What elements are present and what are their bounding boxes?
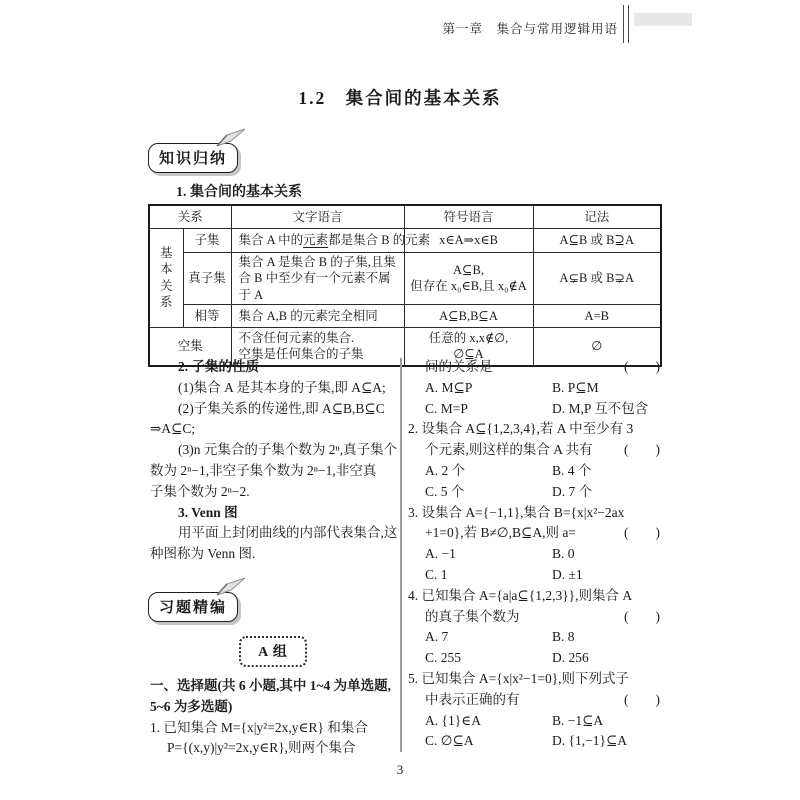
subsection3-heading: 3. Venn 图	[178, 504, 238, 520]
underlined-term: 元素	[303, 232, 329, 247]
col-header-text: 文字语言	[231, 205, 404, 228]
section1-heading: 1. 集合间的基本关系	[176, 185, 302, 200]
question3-options-ab: A. −1 B. 0	[425, 546, 575, 562]
equal-notation: A=B	[533, 305, 661, 328]
question2-cont: 个元素,则这样的集合 A 共有 ( )	[408, 440, 660, 461]
question5-line: 5. 已知集合 A={x|x²−1=0},则下列式子	[408, 670, 630, 686]
pen-icon	[215, 128, 249, 148]
subsection2-heading: 2. 子集的性质	[178, 359, 259, 374]
question3-options-cd: C. 1 D. ±1	[425, 566, 583, 582]
page-title: 1.2 集合间的基本关系	[298, 88, 502, 108]
knowledge-line: (3)n 元集合的子集个数为 2ⁿ,真子集个	[178, 442, 398, 458]
col-header-notation: 记法	[533, 205, 661, 228]
question4-options-ab: A. 7 B. 8	[425, 629, 575, 645]
table-row-equal	[149, 305, 661, 328]
question4-cont: 的真子集个数为 ( )	[408, 607, 660, 628]
relations-table	[148, 204, 662, 367]
knowledge-line: (2)子集关系的传递性,即 A⊆B,B⊆C	[178, 400, 385, 416]
question2-options-ab: A. 2 个 B. 4 个	[425, 462, 592, 478]
page-number: 3	[396, 762, 404, 777]
empty-set-text: 不含任何元素的集合. 空集是任何集合的子集	[231, 328, 404, 366]
question1-options-ab: A. M⊆P B. P⊆M	[425, 379, 599, 395]
answer-bracket: ( )	[624, 359, 660, 374]
pen-icon	[215, 577, 249, 597]
choice-section-heading: 一、选择题(共 6 小题,其中 1~4 为单选题,	[150, 678, 392, 693]
answer-bracket: ( )	[624, 442, 660, 458]
group-cell	[149, 228, 183, 328]
equal-text: 集合 A,B 的元素完全相同	[231, 305, 404, 328]
exercise-intro-block	[150, 676, 402, 759]
question5-options-ab: A. {1}∈A B. −1⊆A	[425, 712, 604, 728]
question5-options-cd: C. ∅⊆A D. {1,−1}⊆A	[425, 733, 628, 749]
equal-symbol: A⊆B,B⊆A	[404, 305, 533, 328]
group-label-line1: 基本	[159, 245, 173, 277]
proper-subset-notation: A⊊B 或 B⊋A	[533, 252, 661, 305]
question1-line: P={(x,y)|y²=2x,y∈R},则两个集合	[167, 740, 356, 756]
answer-bracket: ( )	[624, 608, 660, 624]
question1-line: 1. 已知集合 M={x|y²=2x,y∈R} 和集合	[150, 719, 368, 735]
questions-column	[408, 357, 660, 752]
equal-name: 相等	[183, 305, 231, 328]
knowledge-text	[150, 357, 402, 565]
group-label-line2: 关系	[159, 278, 173, 310]
knowledge-line: (1)集合 A 是其本身的子集,即 A⊆A;	[178, 379, 386, 395]
subset-symbol: x∈A⇒x∈B	[404, 228, 533, 252]
empty-set-notation: ∅	[533, 328, 661, 366]
header-tab-box	[634, 13, 692, 26]
question4-options-cd: C. 255 D. 256	[425, 650, 589, 666]
knowledge-badge-label: 知识归纳	[159, 151, 228, 167]
header-double-rule	[623, 5, 629, 43]
subset-name: 子集	[183, 228, 231, 252]
question3-line: 3. 设集合 A={−1,1},集合 B={x|x²−2ax	[408, 504, 625, 520]
group-a-box: A 组	[239, 636, 307, 667]
exercise-badge	[148, 592, 238, 622]
knowledge-line: 子集个数为 2ⁿ−2.	[150, 483, 250, 499]
choice-section-heading2: 5~6 为多选题)	[150, 698, 233, 714]
subset-text: 集合 A 中的元素都是集合 B 的元素	[231, 228, 404, 252]
proper-subset-name: 真子集	[183, 252, 231, 305]
proper-subset-symbol: A⊆B, 但存在 x₀∈B,且 x₀∉A	[404, 252, 533, 305]
question3-cont: +1=0},若 B≠∅,B⊆A,则 a= ( )	[408, 523, 660, 544]
answer-bracket: ( )	[624, 691, 660, 707]
table-header-row	[149, 205, 661, 228]
col-header-relation: 关系	[149, 205, 231, 228]
exercise-badge-label: 习题精编	[159, 600, 228, 616]
knowledge-line: ⇒A⊆C;	[150, 421, 196, 437]
question5-cont: 中表示正确的有 ( )	[408, 690, 660, 711]
knowledge-line: 种图称为 Venn 图.	[150, 546, 256, 562]
table-row-subset	[149, 228, 661, 252]
col-header-symbol: 符号语言	[404, 205, 533, 228]
proper-subset-text: 集合 A 是集合 B 的子集,且集合 B 中至少有一个元素不属于 A	[231, 252, 404, 305]
question1-cont: 间的关系是 ( )	[408, 357, 660, 378]
knowledge-line: 数为 2ⁿ−1,非空子集个数为 2ⁿ−1,非空真	[150, 462, 377, 478]
knowledge-line: 用平面上封闭曲线的内部代表集合,这	[178, 525, 398, 541]
question4-line: 4. 已知集合 A={a|a⊆{1,2,3}},则集合 A	[408, 587, 633, 603]
subset-notation: A⊆B 或 B⊇A	[533, 228, 661, 252]
question2-options-cd: C. 5 个 D. 7 个	[425, 483, 593, 499]
empty-set-name: 空集	[149, 328, 231, 366]
empty-set-symbol: 任意的 x,x∉∅, ∅⊆A	[404, 328, 533, 366]
question2-line: 2. 设集合 A⊆{1,2,3,4},若 A 中至少有 3	[408, 421, 634, 437]
chapter-title: 第一章 集合与常用逻辑用语	[442, 22, 618, 36]
table-row-proper-subset	[149, 252, 661, 305]
knowledge-badge	[148, 143, 238, 173]
answer-bracket: ( )	[624, 525, 660, 541]
question1-options-cd: C. M=P D. M,P 互不包含	[425, 400, 649, 416]
